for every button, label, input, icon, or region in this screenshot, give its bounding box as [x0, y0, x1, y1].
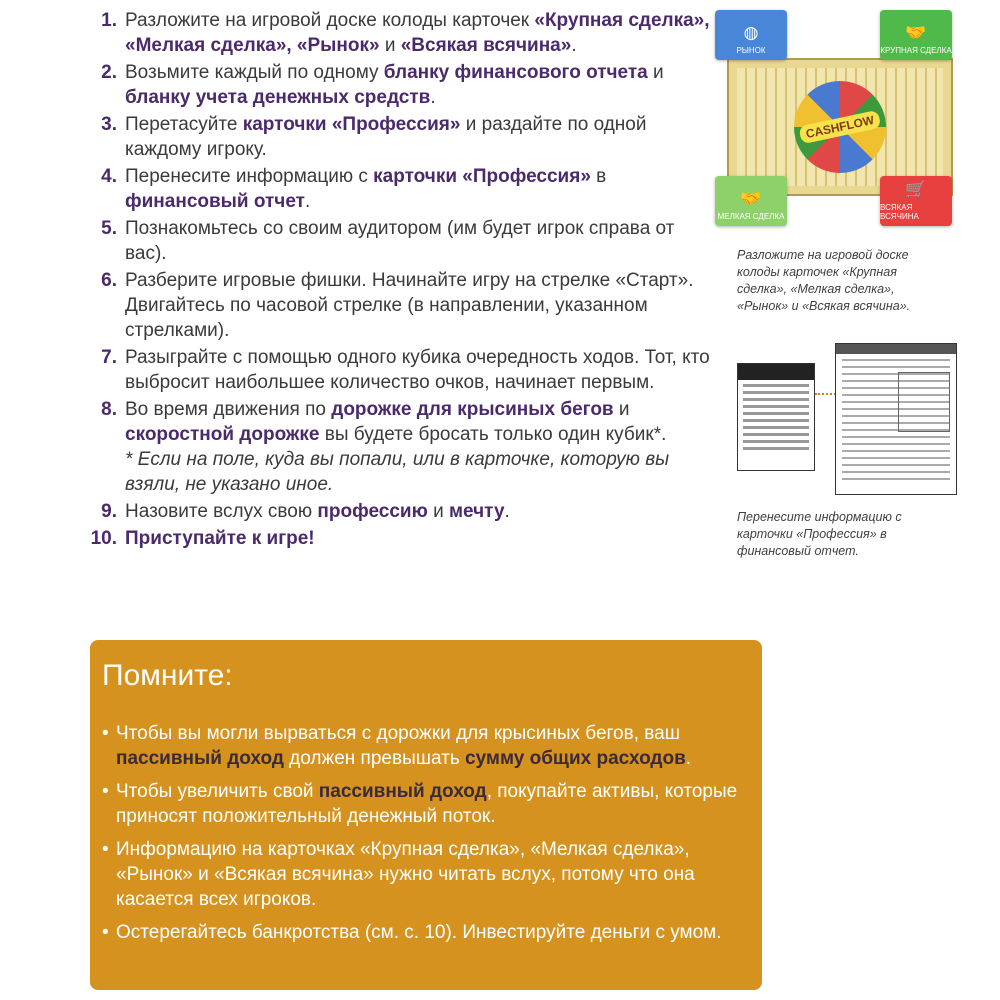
step-text: [125, 164, 713, 214]
financial-statement-image: [835, 343, 957, 495]
forms-caption: Перенесите информацию с карточки «Профессия» в финансовый отчет.: [737, 510, 902, 558]
step-text: [125, 526, 713, 551]
step-number: 6.: [101, 270, 117, 291]
emphasis-text: профессию: [317, 501, 428, 522]
text-segment: .: [430, 87, 436, 108]
step-item: [88, 164, 713, 214]
text-segment: Познакомьтесь со своим аудитором (им будет игрок справа от вас).: [125, 218, 675, 264]
step-text: [125, 397, 713, 497]
text-segment: и: [647, 62, 664, 83]
step-item: [88, 216, 713, 266]
text-segment: Чтобы увеличить свой: [116, 781, 319, 802]
handshake-icon: 🤝: [740, 189, 762, 208]
text-segment: Перетасуйте: [125, 114, 243, 135]
doodad-deck: [880, 176, 952, 226]
step-text: [125, 499, 713, 524]
text-segment: Чтобы вы могли вырваться с дорожки для крысиных бегов, ваш: [116, 723, 680, 744]
text-segment: .: [685, 748, 692, 769]
profession-card-image: [737, 363, 815, 471]
doodad-deck-label: ВСЯКАЯ ВСЯЧИНА: [880, 203, 919, 221]
step-number: 8.: [101, 399, 117, 420]
emphasis-text: скоростной дорожке: [125, 424, 320, 445]
emphasis-text: «Крупная сделка», «Мелкая сделка», «Рынок»: [125, 10, 710, 56]
board-caption: Разложите на игровой доске колоды карточек «Крупная сделка», «Мелкая сделка», «Рынок» и «Всякая всячина».: [737, 248, 911, 313]
step-item: [88, 268, 713, 343]
reminder-list: [102, 721, 748, 945]
emphasis-text: финансовый отчет: [125, 191, 305, 212]
emphasis-text: карточки «Профессия»: [373, 166, 591, 187]
bullet-icon: •: [102, 723, 109, 744]
big-deal-deck: [880, 10, 952, 60]
step-number: 10.: [90, 528, 117, 549]
cashflow-logo: CASHFLOW: [798, 110, 881, 145]
text-segment: в: [590, 166, 607, 187]
step-number: 1.: [101, 10, 117, 31]
step-item: [88, 499, 713, 524]
text-segment: Назовите вслух свою: [125, 501, 318, 522]
reminder-item-text: [116, 721, 748, 771]
emphasis-text: пассивный доход: [116, 748, 284, 769]
step-number: 5.: [101, 218, 117, 239]
text-segment: Во время движения по: [125, 399, 332, 420]
step-number: 4.: [101, 166, 117, 187]
text-segment: и: [427, 501, 449, 522]
market-deck-label: РЫНОК: [736, 46, 766, 55]
step-text: [125, 8, 713, 58]
emphasis-text: мечту: [449, 501, 505, 522]
step-item: [88, 397, 713, 497]
text-segment: Перенесите информацию с: [125, 166, 374, 187]
text-segment: Приступайте к игре!: [125, 528, 315, 549]
text-segment: Разыграйте с помощью одного кубика очередность ходов. Тот, кто выбросит наибольшее количество очков, начинает первым.: [125, 347, 710, 393]
step-item: [88, 345, 713, 395]
emphasis-text: карточки «Профессия»: [242, 114, 461, 135]
step-item: [88, 112, 713, 162]
text-segment: Разложите на игровой доске колоды карточек: [125, 10, 535, 31]
market-deck: [715, 10, 787, 60]
emphasis-text: бланку учета денежных средств: [125, 87, 431, 108]
footnote-text: * Если на поле, куда вы попали, или в карточке, которую вы взяли, не указано иное.: [125, 449, 670, 495]
step-number: 3.: [101, 114, 117, 135]
reminder-title: Помните:: [102, 659, 233, 692]
reminder-item: [102, 837, 748, 912]
step-item: [88, 8, 713, 58]
step-number: 2.: [101, 62, 117, 83]
text-segment: Возьмите каждый по одному: [125, 62, 384, 83]
emphasis-text: «Всякая всячина»: [400, 35, 572, 56]
text-segment: Разберите игровые фишки. Начинайте игру на стрелке «Старт». Двигайтесь по часовой стрелке (в направлении, указанном стрелками).: [125, 270, 694, 341]
handshake-icon: 🤝: [905, 23, 927, 42]
small-deal-deck: [715, 176, 787, 226]
text-segment: .: [304, 191, 311, 212]
bullet-icon: •: [102, 781, 109, 802]
emphasis-text: бланку финансового отчета: [383, 62, 648, 83]
game-board-illustration: [713, 8, 961, 230]
reminder-item-text: [116, 779, 748, 829]
step-number: 7.: [101, 347, 117, 368]
emphasis-text: дорожке для крысиных бегов: [331, 399, 614, 420]
shopping-cart-icon: 🛒: [905, 180, 927, 199]
small-deal-deck-label: МЕЛКАЯ СДЕЛКА: [717, 212, 785, 221]
step-text: [125, 112, 713, 162]
bullet-icon: •: [102, 922, 109, 943]
forms-illustration: [737, 343, 959, 497]
reminder-item-text: [116, 837, 748, 912]
text-segment: Остерегайтесь банкротства (см. с. 10). Инвестируйте деньги с умом.: [116, 922, 722, 943]
step-item: [88, 60, 713, 110]
step-text: [125, 216, 713, 266]
reminder-item-text: [116, 920, 722, 945]
step-item: [88, 526, 713, 551]
rules-steps-list: [88, 8, 713, 553]
text-segment: .: [504, 501, 510, 522]
text-segment: должен превышать: [283, 748, 465, 769]
text-segment: и: [379, 35, 401, 56]
globe-icon: ◍: [743, 23, 759, 42]
text-segment: и: [613, 399, 630, 420]
emphasis-text: сумму общих расходов: [465, 748, 686, 769]
reminder-item: [102, 920, 748, 945]
reminder-item: [102, 779, 748, 829]
emphasis-text: пассивный доход: [318, 781, 487, 802]
step-number: 9.: [101, 501, 117, 522]
step-text: [125, 60, 713, 110]
text-segment: .: [571, 35, 577, 56]
reminder-box: [90, 640, 762, 990]
big-deal-deck-label: КРУПНАЯ СДЕЛКА: [880, 46, 952, 55]
text-segment: вы будете бросать только один кубик*.: [319, 424, 667, 445]
reminder-item: [102, 721, 748, 771]
text-segment: , покупайте активы, которые приносят положительный денежный поток.: [116, 781, 738, 827]
text-segment: и раздайте по одной каждому игроку.: [125, 114, 647, 160]
bullet-icon: •: [102, 839, 109, 860]
step-text: [125, 345, 713, 395]
text-segment: Информацию на карточках «Крупная сделка», «Мелкая сделка», «Рынок» и «Всякая всячина» нужно читать вслух, потому что она касается всех игроков.: [116, 839, 695, 910]
step-text: [125, 268, 713, 343]
